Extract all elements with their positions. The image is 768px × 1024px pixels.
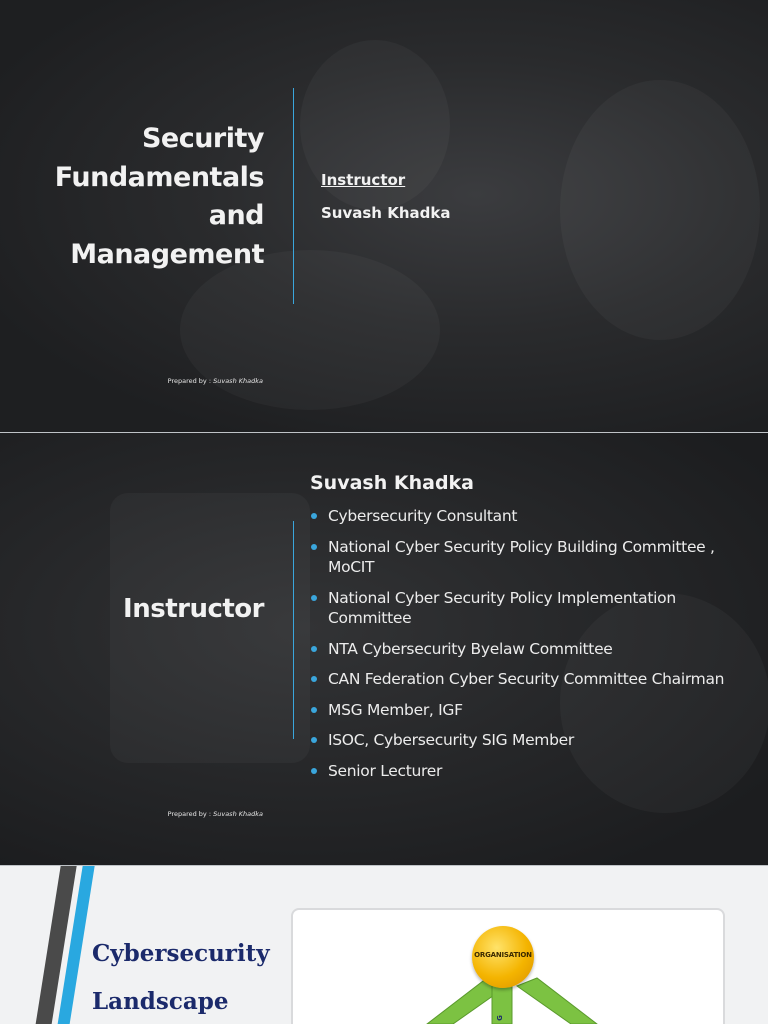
bullet-icon [311,737,317,743]
slide-heading: Cybersecurity [92,940,270,967]
bullet-icon [311,544,317,550]
slide-title [0,0,768,432]
list-item-text: Cybersecurity Consultant [328,507,518,525]
list-item [310,506,760,527]
list-item [310,588,760,629]
list-item-text: National Cyber Security Policy Implementation Committee [328,588,676,627]
prepared-by [168,810,263,818]
bullet-icon [311,768,317,774]
list-item [310,639,760,660]
prepared-prefix: Prepared by : [167,810,214,818]
instructor-name: Suvash Khadka [310,472,474,494]
slide-heading: Instructor [123,594,264,624]
list-item-text: NTA Cybersecurity Byelaw Committee [328,639,613,658]
prepared-prefix: Prepared by : [167,377,214,385]
list-item [310,761,760,782]
prepared-name: Suvash Khadka [213,377,263,385]
bullet-icon [311,595,317,601]
prepared-by [168,377,263,385]
background-silhouette [560,80,760,340]
background-silhouette [110,493,310,763]
list-item-text: ISOC, Cybersecurity SIG Member [328,731,574,749]
title-line: and [208,200,264,231]
diagram-arm-right [517,978,597,1024]
background-silhouette [180,250,440,410]
prepared-name: Suvash Khadka [213,810,263,818]
list-item-text: National Cyber Security Policy Building Committee , MoCIT [328,537,715,576]
title-line: Security [141,123,264,154]
slide-heading: Landscape [92,988,229,1015]
bullet-icon [311,513,317,519]
list-item-text: CAN Federation Cyber Security Committee Chairman [328,670,725,688]
bullet-icon [311,646,317,652]
instructor-name: Suvash Khadka [321,204,451,222]
diagram-arm-text: G [496,1015,504,1021]
organisation-label: ORGANISATION [474,951,532,959]
list-item-text: Senior Lecturer [328,761,443,780]
list-item [310,537,760,578]
list-item [310,669,760,690]
title-line: Management [70,238,264,270]
bullet-icon [311,676,317,682]
list-item [310,730,760,751]
divider-line [293,88,294,304]
presentation-title [55,120,264,274]
list-item [310,700,760,721]
list-item-text: MSG Member, IGF [328,700,463,719]
divider-line [293,521,294,739]
role-list [310,506,760,791]
bullet-icon [311,707,317,713]
instructor-label: Instructor [321,171,406,189]
title-line: Fundamentals [54,161,264,193]
